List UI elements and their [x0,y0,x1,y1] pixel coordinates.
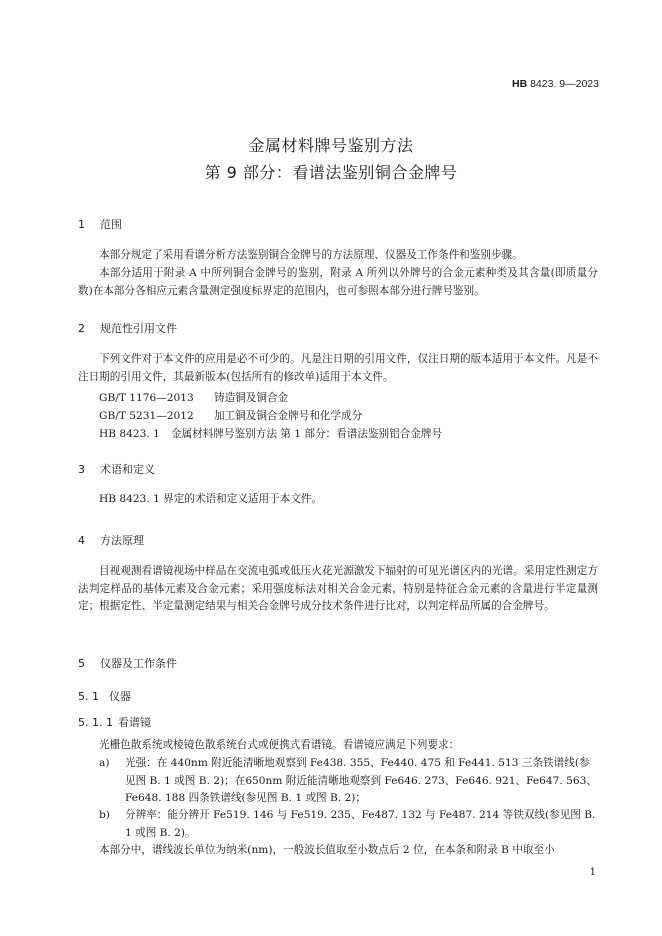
section-number: 5 [78,657,85,670]
section-1-heading [78,216,122,232]
section-title: 术语和定义 [100,463,155,476]
list-text: 光强：在 440nm 附近能清晰地观察到 Fe438. 355、Fe440. 475 和 Fe441. 513 三条铁谱线(参见图 B. 1 或图 B. 2)；在650nm 附近能清晰地观察到 Fe646. 273、Fe646. 921、Fe647. 563、Fe648. 188 四条铁谱线(参见图 B. 1 或图 B. 2)； [125,757,597,804]
section-3-paragraph-1: HB 8423. 1 界定的术语和定义适用于本文件。 [99,493,323,505]
doc-prefix: HB [512,78,528,90]
reference-code: GB/T 1176—2013 [99,392,194,404]
section-title: 仪器 [109,690,131,703]
section-number: 5. 1. 1 [78,716,113,729]
list-marker: b) [99,809,110,821]
section-5-1-1-heading [78,714,151,730]
section-title: 规范性引用文件 [100,322,177,335]
section-5-1-heading [78,688,131,704]
section-title: 仪器及工作条件 [100,657,177,670]
reference-item [99,426,442,441]
reference-name: 金属材料牌号鉴别方法 第 1 部分：看谱法鉴别铝合金牌号 [171,428,443,440]
section-3-heading [78,461,155,477]
reference-item [99,390,288,405]
section-number: 5. 1 [78,690,99,703]
section-1-paragraph-2: 本部分适用于附录 A 中所列铜合金牌号的鉴别，附录 A 所列以外牌号的合金元素种类及其含量(即质量分数)在本部分各相应元素含量测定强度标界定的范围内，也可参照本部分进行牌号鉴别。 [78,267,598,297]
section-title: 看谱镜 [118,716,151,729]
reference-item [99,408,362,423]
section-4-heading [78,532,144,548]
list-marker: a) [99,757,110,769]
section-5-heading [78,655,177,671]
section-2-heading [78,320,177,336]
section-number: 4 [78,534,85,547]
reference-code: HB 8423. 1 [99,428,160,440]
reference-code: GB/T 5231—2012 [99,410,194,422]
title-line-1: 金属材料牌号鉴别方法 [248,136,414,155]
reference-name: 加工铜及铜合金牌号和化学成分 [214,410,363,422]
section-5-1-1-paragraph-2: 本部分中，谱线波长单位为纳米(nm)，一般波长值取至小数点后 2 位，在本条和附录 B 中取至小 [99,844,555,856]
doc-number: 8423. 9—2023 [530,78,599,90]
section-title: 范围 [100,218,122,231]
reference-name: 铸造铜及铜合金 [214,392,289,404]
section-number: 2 [78,322,85,335]
page-number: 1 [589,867,596,878]
document-number [512,78,599,90]
section-title: 方法原理 [100,534,144,547]
section-1-paragraph-1: 本部分规定了采用看谱分析方法鉴别铜合金牌号的方法原理、仪器及工作条件和鉴别步骤。 [99,249,523,261]
section-number: 3 [78,463,85,476]
list-item [99,807,598,842]
section-2-paragraph-1: 下列文件对于本文件的应用是必不可少的。凡是注日期的引用文件，仅注日期的版本适用于本文件。凡是不注日期的引用文件，其最新版本(包括所有的修改单)适用于本文件。 [78,353,598,383]
list-item [99,755,598,808]
section-5-1-1-paragraph-1: 光栅色散系统或棱镜色散系统台式或便携式看谱镜。看谱镜应满足下列要求： [99,739,460,751]
title-line-2: 第 9 部分：看谱法鉴别铜合金牌号 [204,163,458,182]
list-text: 分辨率：能分辨开 Fe519. 146 与 Fe519. 235、Fe487. 132 与 Fe487. 214 等铁双线(参见图 B. 1 或图 B. 2)。 [125,809,596,839]
section-4-paragraph-1: 目视观测看谱镜视场中样品在交流电弧或低压火花光源激发下辐射的可见光谱区内的光谱。采用定性测定方法判定样品的基体元素及合金元素；采用强度标法对相关合金元素，特别是特征合金元素的含量进行半定量测定；根据定性、半定量测定结果与相关合金牌号成分技术条件进行比对，以判定样品所属的合金牌号。 [78,565,598,612]
section-number: 1 [78,218,85,231]
